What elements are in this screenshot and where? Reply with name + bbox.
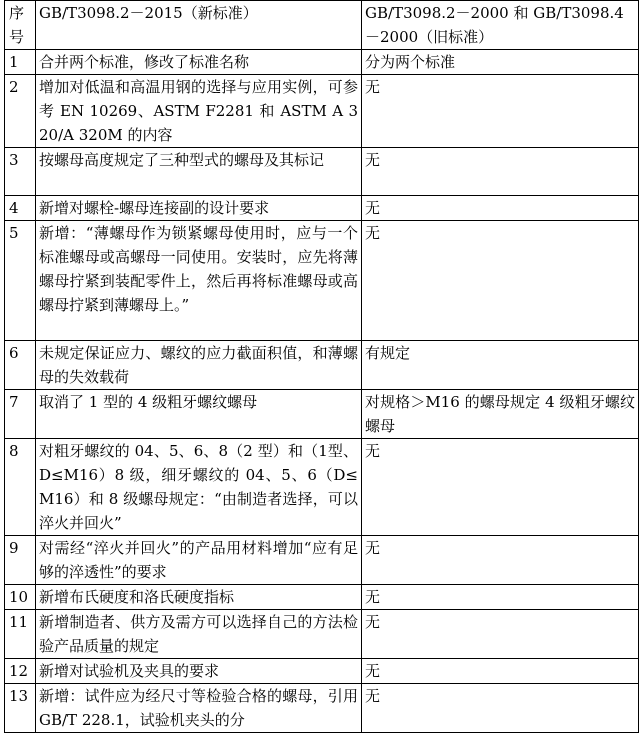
- old-standard-cell: 无: [362, 536, 639, 585]
- old-standard-cell: 无: [362, 221, 639, 341]
- row-number: 6: [5, 341, 36, 390]
- table-row: [5, 684, 639, 733]
- row-number: 11: [5, 610, 36, 659]
- table-row: [5, 585, 639, 610]
- table-row: [5, 75, 639, 148]
- row-number: 2: [5, 75, 36, 148]
- table-header-row: [5, 1, 639, 50]
- new-standard-cell: 未规定保证应力、螺纹的应力截面积值，和薄螺母的失效载荷: [36, 341, 362, 390]
- comparison-document: [4, 0, 639, 733]
- table-row: [5, 196, 639, 221]
- new-standard-cell: 增加对低温和高温用钢的选择与应用实例，可参考 EN 10269、ASTM F2281 和 ASTM A 320/A 320M 的内容: [36, 75, 362, 148]
- table-row: [5, 148, 639, 196]
- table-row: [5, 610, 639, 659]
- row-number: 5: [5, 221, 36, 341]
- new-standard-cell: 新增：试件应为经尺寸等检验合格的螺母，引用 GB/T 228.1，试验机夹头的分: [36, 684, 362, 733]
- row-number: 12: [5, 659, 36, 684]
- new-standard-cell: 新增对试验机及夹具的要求: [36, 659, 362, 684]
- header-serial-number: 序号: [5, 1, 36, 50]
- new-standard-cell: 对需经“淬火并回火”的产品用材料增加“应有足够的淬透性”的要求: [36, 536, 362, 585]
- new-standard-cell: 新增制造者、供方及需方可以选择自己的方法检验产品质量的规定: [36, 610, 362, 659]
- old-standard-cell: 无: [362, 75, 639, 148]
- new-standard-cell: 取消了 1 型的 4 级粗牙螺纹螺母: [36, 390, 362, 439]
- old-standard-cell: 无: [362, 659, 639, 684]
- old-standard-cell: 无: [362, 196, 639, 221]
- table-row: [5, 221, 639, 341]
- row-number: 4: [5, 196, 36, 221]
- old-standard-cell: 对规格＞M16 的螺母规定 4 级粗牙螺纹螺母: [362, 390, 639, 439]
- table-row: [5, 659, 639, 684]
- row-number: 8: [5, 439, 36, 536]
- row-number: 1: [5, 50, 36, 75]
- header-old-standard: GB/T3098.2－2000 和 GB/T3098.4－2000（旧标准）: [362, 1, 639, 50]
- table-row: [5, 439, 639, 536]
- old-standard-cell: 无: [362, 684, 639, 733]
- row-number: 7: [5, 390, 36, 439]
- row-number: 10: [5, 585, 36, 610]
- old-standard-cell: 无: [362, 148, 639, 196]
- header-new-standard: GB/T3098.2－2015（新标准）: [36, 1, 362, 50]
- new-standard-cell: 合并两个标准，修改了标准名称: [36, 50, 362, 75]
- row-number: 9: [5, 536, 36, 585]
- table-row: [5, 50, 639, 75]
- old-standard-cell: 有规定: [362, 341, 639, 390]
- row-number: 3: [5, 148, 36, 196]
- old-standard-cell: 无: [362, 585, 639, 610]
- table-row: [5, 536, 639, 585]
- old-standard-cell: 无: [362, 439, 639, 536]
- new-standard-cell: 新增布氏硬度和洛氏硬度指标: [36, 585, 362, 610]
- new-standard-cell: 新增：“薄螺母作为锁紧螺母使用时，应与一个标准螺母或高螺母一同使用。安装时，应先将薄螺母拧紧到装配零件上，然后再将标准螺母或高螺母拧紧到薄螺母上。”: [36, 221, 362, 341]
- new-standard-cell: 按螺母高度规定了三种型式的螺母及其标记: [36, 148, 362, 196]
- new-standard-cell: 对粗牙螺纹的 04、5、6、8（2 型）和（1型、D≤M16）8 级，细牙螺纹的 04、5、6（D≤M16）和 8 级螺母规定：“由制造者选择，可以淬火并回火”: [36, 439, 362, 536]
- standards-comparison-table: [4, 0, 639, 733]
- old-standard-cell: 分为两个标准: [362, 50, 639, 75]
- table-row: [5, 390, 639, 439]
- row-number: 13: [5, 684, 36, 733]
- old-standard-cell: 无: [362, 610, 639, 659]
- table-row: [5, 341, 639, 390]
- new-standard-cell: 新增对螺栓-螺母连接副的设计要求: [36, 196, 362, 221]
